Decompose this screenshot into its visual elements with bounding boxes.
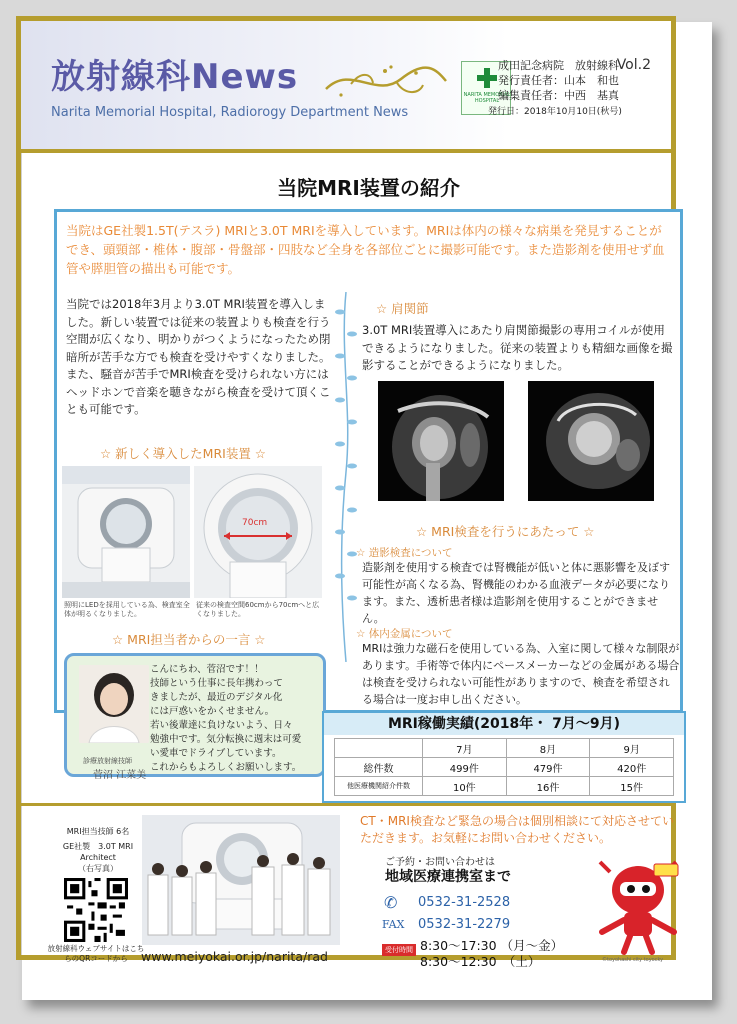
results-title: MRI稼働実績(2018年・ 7月〜9月) bbox=[324, 713, 684, 735]
table-row: 総件数 499件 479件 420件 bbox=[335, 758, 674, 777]
mascot-credit: ©toyohashi city toyocky bbox=[602, 957, 664, 963]
staff-info: MRI担当技師 6名 GE社製 3.0T MRI Architect （右写真） bbox=[62, 827, 134, 873]
table-row: 他医療機関紹介件数 10件 16件 15件 bbox=[335, 777, 674, 796]
qr-caption: 放射線科ウェブサイトはこちらのQRコードから bbox=[47, 944, 145, 963]
issue-date: 発行日：2018年10月10日(秋号) bbox=[488, 107, 622, 117]
footer-divider bbox=[21, 803, 671, 806]
phone-icon: ✆ bbox=[384, 893, 398, 912]
shoulder-text: 3.0T MRI装置導入にあたり肩関節撮影の専用コイルが使用できるようになりました。従来の装置よりも精細な画像を撮影することができるようになりました。 bbox=[362, 323, 673, 372]
exam-notes-heading: ☆ MRI検査を行うにあたって ☆ bbox=[416, 524, 595, 539]
fax-label: FAX bbox=[382, 918, 405, 931]
shoulder-mri-coronal bbox=[378, 381, 504, 501]
intro-paragraph: 当院はGE社製1.5T(テスラ) MRIと3.0T MRIを導入しています。MRIは体内の様々な病巣を発見することができ、頭頸部・椎体・腹部・骨盤部・四肢など全身を各部位ごとに撮影可能です。また造影剤を使用せず血管や膵胆管の描出も可能です。 bbox=[66, 223, 665, 276]
photo-caption-led: 照明にLEDを採用している為、検査室全体が明るくなりました。 bbox=[64, 601, 190, 618]
hospital-logo: NARITA MEMORIAL HOSPITAL bbox=[461, 61, 511, 115]
website-qr-code[interactable] bbox=[64, 878, 128, 942]
metal-text: MRIは強力な磁石を使用している為、入室に関して様々な制限があります。手術等で体内にペースメーカーなどの金属がある場合は検査を受けられない可能性がありますので、検査を希望される場合は一度お申し出ください。 bbox=[362, 642, 680, 706]
contact-label: ご予約・お問い合わせは bbox=[385, 857, 495, 868]
website-url[interactable]: www.meiyokai.or.jp/narita/rad bbox=[141, 949, 328, 964]
mri-photo-led bbox=[62, 466, 190, 598]
emergency-note: CT・MRI検査など緊急の場合は個別相談にて対応させていただきます。お気軽にお問い合わせください。 bbox=[360, 814, 674, 845]
table-header-row: 7月 8月 9月 bbox=[335, 739, 674, 758]
staff-role: 診療放射線技師 bbox=[83, 757, 132, 765]
gold-ornament-icon bbox=[321, 59, 451, 105]
green-cross-icon bbox=[477, 68, 497, 88]
newsletter-title: 放射線科News bbox=[51, 57, 299, 97]
mascot-icon bbox=[590, 858, 686, 956]
volume-number: Vol.2 bbox=[616, 57, 651, 73]
metal-heading: ☆ 体内金属について bbox=[356, 628, 453, 640]
vine-divider-icon bbox=[334, 292, 358, 662]
hours-badge: 受付時間 bbox=[382, 944, 416, 956]
publication-staff: 成田記念病院 放射線科 発行責任者：山本 和也 編集責任者：中西 基真 bbox=[498, 59, 619, 102]
fax-number: 0532-31-2279 bbox=[418, 917, 511, 932]
new-device-heading: ☆ 新しく導入したMRI装置 ☆ bbox=[100, 446, 267, 461]
contact-department: 地域医療連携室まで bbox=[385, 869, 511, 885]
results-table bbox=[334, 738, 674, 796]
contrast-heading: ☆ 造影検査について bbox=[356, 547, 453, 559]
new-mri-description: 当院では2018年3月より3.0T MRI装置を導入しました。新しい装置では従来の装置よりも検査を行う空間が広くなり、明かりがつくようになったため閉暗所が苦手な方でも検査を受けやすくなりました。 また、騒音が苦手でMRI検査を受けられない方にはヘッドホンで音楽を聴きながら検査を受けて頂くことも可能です。 bbox=[66, 297, 331, 416]
shoulder-mri-axial bbox=[528, 381, 654, 501]
shoulder-heading: ☆ 肩関節 bbox=[376, 301, 429, 316]
photo-caption-bore: 従来の検査空間60cmから70cmへと広くなりました。 bbox=[196, 601, 320, 618]
width-label: 70cm bbox=[242, 518, 268, 528]
header-divider bbox=[21, 149, 671, 153]
staff-name: 菅沼 江菜美 bbox=[93, 770, 147, 781]
office-hours: 8:30〜17:30 （月〜金） 8:30〜12:30 （土） bbox=[420, 938, 564, 969]
staff-portrait bbox=[79, 665, 149, 743]
phone-number[interactable]: 0532-31-2528 bbox=[418, 895, 511, 910]
message-text: こんにちわ、菅沼です！！ 技師という仕事に長年携わって きましたが、最近のデジタル化 には戸惑いをかくせません。 若い後輩達に負けないよう、日々 勉強中です。気分転換に週末は可愛 い愛車でドライブしています。 これからもよろしくお願いします。 bbox=[150, 664, 302, 773]
mri-photo-bore bbox=[194, 466, 322, 598]
contrast-text: 造影剤を使用する検査では腎機能が低いと体に悪影響を及ぼす可能性が高くなる為、腎機能のわかる血液データが必要になります。また、透析患者様は造影剤を使用することができません。 bbox=[362, 561, 670, 625]
team-photo bbox=[142, 815, 340, 945]
section-title: 当院MRI装置の紹介 bbox=[277, 176, 460, 200]
message-heading: ☆ MRI担当者からの一言 ☆ bbox=[112, 632, 266, 647]
newsletter-subtitle: Narita Memorial Hospital, Radiorogy Department News bbox=[51, 105, 409, 120]
